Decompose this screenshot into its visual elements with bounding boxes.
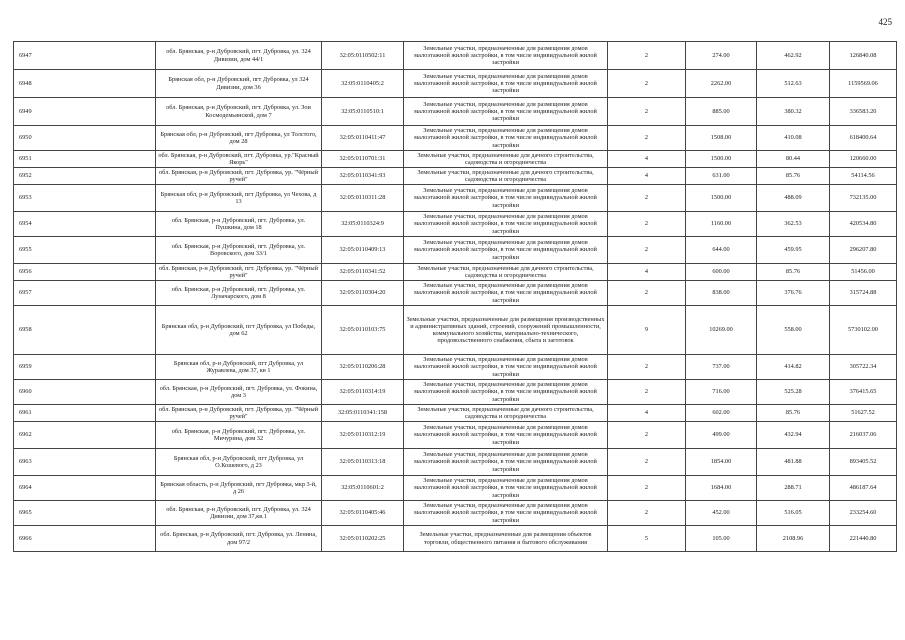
area-cell: 1160.00 bbox=[686, 212, 757, 237]
cadastral-value-cell: 5730102.00 bbox=[830, 306, 897, 355]
area-cell: 105.00 bbox=[686, 526, 757, 552]
group-number-cell: 2 bbox=[608, 212, 686, 237]
row-number: 6950 bbox=[14, 126, 156, 151]
land-use-category-cell: Земельные участки, предназначенные для размещения производственных и административных зданий, строений, сооружений промышленности, коммунального хозяйства, материально-технического, продовольственного снабжения, сбыта и заготовок bbox=[404, 306, 608, 355]
group-number-cell: 2 bbox=[608, 185, 686, 212]
row-number: 6952 bbox=[14, 168, 156, 185]
table-row bbox=[14, 501, 897, 526]
table-row bbox=[14, 476, 897, 501]
unit-value-cell: 558.00 bbox=[757, 306, 830, 355]
group-number-cell: 5 bbox=[608, 526, 686, 552]
unit-value-cell: 488.09 bbox=[757, 185, 830, 212]
land-use-category-cell: Земельные участки, предназначенные для размещения домов малоэтажной жилой застройки, в том числе индивидуальной жилой застройки bbox=[404, 70, 608, 98]
area-cell: 602.00 bbox=[686, 405, 757, 422]
address-cell: Брянская область, р-н Дубровский, пгт Дубровка, мкр 3-й, д 26 bbox=[156, 476, 322, 501]
address-cell: Брянская обл, р-н Дубровский, пгт Дубровка, ул Чехова, д 13 bbox=[156, 185, 322, 212]
land-use-category-cell: Земельные участки, предназначенные для размещения домов малоэтажной жилой застройки, в том числе индивидуальной жилой застройки bbox=[404, 355, 608, 380]
table-row bbox=[14, 380, 897, 405]
cadastral-value-cell: 233254.60 bbox=[830, 501, 897, 526]
row-number: 6959 bbox=[14, 355, 156, 380]
unit-value-cell: 288.71 bbox=[757, 476, 830, 501]
area-cell: 600.00 bbox=[686, 264, 757, 281]
land-use-category-cell: Земельные участки, предназначенные для дачного строительства, садоводства и огородничества bbox=[404, 264, 608, 281]
unit-value-cell: 432.94 bbox=[757, 422, 830, 449]
table-row bbox=[14, 405, 897, 422]
cadastral-value-cell: 51456.00 bbox=[830, 264, 897, 281]
group-number-cell: 2 bbox=[608, 422, 686, 449]
land-use-category-cell: Земельные участки, предназначенные для размещения домов малоэтажной жилой застройки, в том числе индивидуальной жилой застройки bbox=[404, 422, 608, 449]
group-number-cell: 4 bbox=[608, 151, 686, 168]
address-cell: Брянская обл, р-н Дубровский, пгт Дубровка, ул 324 Дивизии, дом 36 bbox=[156, 70, 322, 98]
table-row bbox=[14, 70, 897, 98]
area-cell: 274.00 bbox=[686, 42, 757, 70]
cadastral-number-cell: 32:05:0110341:158 bbox=[322, 405, 404, 422]
table-row bbox=[14, 264, 897, 281]
cadastral-number-cell: 32:05:0110341:93 bbox=[322, 168, 404, 185]
row-number: 6958 bbox=[14, 306, 156, 355]
cadastral-number-cell: 32:05:0110405:46 bbox=[322, 501, 404, 526]
cadastral-number-cell: 32:05:0110312:19 bbox=[322, 422, 404, 449]
table-row bbox=[14, 126, 897, 151]
group-number-cell: 2 bbox=[608, 98, 686, 126]
land-use-category-cell: Земельные участки, предназначенные для размещения объектов торговли, общественного питания и бытового обслуживания bbox=[404, 526, 608, 552]
address-cell: Брянская обл, р-н Дубровский, пгт Дубровка, ул О.Кошевого, д 23 bbox=[156, 449, 322, 476]
cadastral-value-cell: 315724.88 bbox=[830, 281, 897, 306]
cadastral-value-cell: 336583.20 bbox=[830, 98, 897, 126]
area-cell: 452.00 bbox=[686, 501, 757, 526]
cadastral-number-cell: 32:05:0110701:31 bbox=[322, 151, 404, 168]
group-number-cell: 9 bbox=[608, 306, 686, 355]
cadastral-number-cell: 32:05:0110601:2 bbox=[322, 476, 404, 501]
address-cell: обл. Брянская, р-н Дубровский, пгт. Дубровка, ул. Луначарского, дом 8 bbox=[156, 281, 322, 306]
land-use-category-cell: Земельные участки, предназначенные для размещения домов малоэтажной жилой застройки, в том числе индивидуальной жилой застройки bbox=[404, 126, 608, 151]
cadastral-value-cell: 1159569.06 bbox=[830, 70, 897, 98]
area-cell: 885.00 bbox=[686, 98, 757, 126]
area-cell: 644.00 bbox=[686, 237, 757, 264]
address-cell: Брянская обл, р-н Дубровский, пгт Дубровка, ул Толстого, дом 28 bbox=[156, 126, 322, 151]
land-use-category-cell: Земельные участки, предназначенные для размещения домов малоэтажной жилой застройки, в том числе индивидуальной жилой застройки bbox=[404, 98, 608, 126]
unit-value-cell: 85.76 bbox=[757, 264, 830, 281]
area-cell: 631.00 bbox=[686, 168, 757, 185]
land-use-category-cell: Земельные участки, предназначенные для размещения домов малоэтажной жилой застройки, в том числе индивидуальной жилой застройки bbox=[404, 185, 608, 212]
row-number: 6954 bbox=[14, 212, 156, 237]
address-cell: обл. Брянская, р-н Дубровский, пгт. Дубровка, ул. Зои Космодемьянской, дом 7 bbox=[156, 98, 322, 126]
unit-value-cell: 414.82 bbox=[757, 355, 830, 380]
area-cell: 499.00 bbox=[686, 422, 757, 449]
table-row bbox=[14, 422, 897, 449]
page-number: 425 bbox=[878, 17, 892, 27]
address-cell: Брянская обл, р-н Дубровский, пгт Дубровка, ул Победы, дом 62 bbox=[156, 306, 322, 355]
cadastral-number-cell: 32:05:0110341:52 bbox=[322, 264, 404, 281]
unit-value-cell: 462.92 bbox=[757, 42, 830, 70]
address-cell: обл. Брянская, р-н Дубровский, пгт. Дубровка, ур. "Чёрный ручей" bbox=[156, 405, 322, 422]
table-row bbox=[14, 306, 897, 355]
cadastral-value-cell: 376415.65 bbox=[830, 380, 897, 405]
land-use-category-cell: Земельные участки, предназначенные для размещения домов малоэтажной жилой застройки, в том числе индивидуальной жилой застройки bbox=[404, 212, 608, 237]
address-cell: обл. Брянская, р-н Дубровский, пгт. Дубровка, ул. Воровского, дом 33/1 bbox=[156, 237, 322, 264]
unit-value-cell: 85.76 bbox=[757, 168, 830, 185]
address-cell: обл. Брянская, р-н Дубровский, пгт. Дубровка, ул. 324 Дивизии, дом 44/1 bbox=[156, 42, 322, 70]
cadastral-value-cell: 618400.64 bbox=[830, 126, 897, 151]
table-row bbox=[14, 98, 897, 126]
cadastral-value-cell: 296207.80 bbox=[830, 237, 897, 264]
cadastral-number-cell: 32:05:0110304:20 bbox=[322, 281, 404, 306]
row-number: 6957 bbox=[14, 281, 156, 306]
cadastral-value-cell: 51627.52 bbox=[830, 405, 897, 422]
land-use-category-cell: Земельные участки, предназначенные для размещения домов малоэтажной жилой застройки, в том числе индивидуальной жилой застройки bbox=[404, 449, 608, 476]
land-use-category-cell: Земельные участки, предназначенные для дачного строительства, садоводства и огородничества bbox=[404, 168, 608, 185]
table-body bbox=[14, 42, 897, 552]
group-number-cell: 4 bbox=[608, 405, 686, 422]
cadastral-number-cell: 32:05:0110411:47 bbox=[322, 126, 404, 151]
group-number-cell: 2 bbox=[608, 355, 686, 380]
row-number: 6965 bbox=[14, 501, 156, 526]
table-row bbox=[14, 355, 897, 380]
address-cell: обл. Брянская, р-н Дубровский, пгт. Дубровка, ул. 324 Дивизии, дом 37,кв.1 bbox=[156, 501, 322, 526]
group-number-cell: 2 bbox=[608, 501, 686, 526]
unit-value-cell: 481.88 bbox=[757, 449, 830, 476]
cadastral-value-cell: 732135.00 bbox=[830, 185, 897, 212]
cadastral-value-cell: 54114.56 bbox=[830, 168, 897, 185]
area-cell: 1500.00 bbox=[686, 185, 757, 212]
cadastral-number-cell: 32:05:0110314:19 bbox=[322, 380, 404, 405]
land-use-category-cell: Земельные участки, предназначенные для размещения домов малоэтажной жилой застройки, в том числе индивидуальной жилой застройки bbox=[404, 42, 608, 70]
address-cell: обл. Брянская, р-н Дубровский, пгт. Дубровка, ур."Красный Якорь" bbox=[156, 151, 322, 168]
land-use-category-cell: Земельные участки, предназначенные для размещения домов малоэтажной жилой застройки, в том числе индивидуальной жилой застройки bbox=[404, 380, 608, 405]
group-number-cell: 2 bbox=[608, 237, 686, 264]
cadastral-value-table bbox=[13, 41, 897, 552]
area-cell: 1500.00 bbox=[686, 151, 757, 168]
row-number: 6955 bbox=[14, 237, 156, 264]
group-number-cell: 2 bbox=[608, 449, 686, 476]
cadastral-number-cell: 32:05:0110311:28 bbox=[322, 185, 404, 212]
cadastral-number-cell: 32:05:0110510:1 bbox=[322, 98, 404, 126]
row-number: 6963 bbox=[14, 449, 156, 476]
table-row bbox=[14, 237, 897, 264]
address-cell: обл. Брянская, р-н Дубровский, пгт. Дубровка, ул. Мичурина, дом 32 bbox=[156, 422, 322, 449]
unit-value-cell: 380.32 bbox=[757, 98, 830, 126]
group-number-cell: 4 bbox=[608, 168, 686, 185]
row-number: 6948 bbox=[14, 70, 156, 98]
land-use-category-cell: Земельные участки, предназначенные для дачного строительства, садоводства и огородничества bbox=[404, 151, 608, 168]
cadastral-value-cell: 486187.64 bbox=[830, 476, 897, 501]
cadastral-number-cell: 32:05:0110409:13 bbox=[322, 237, 404, 264]
row-number: 6964 bbox=[14, 476, 156, 501]
group-number-cell: 2 bbox=[608, 476, 686, 501]
unit-value-cell: 525.28 bbox=[757, 380, 830, 405]
cadastral-value-cell: 120660.00 bbox=[830, 151, 897, 168]
row-number: 6966 bbox=[14, 526, 156, 552]
area-cell: 716.00 bbox=[686, 380, 757, 405]
cadastral-value-cell: 126840.08 bbox=[830, 42, 897, 70]
unit-value-cell: 376.76 bbox=[757, 281, 830, 306]
cadastral-value-cell: 216037.06 bbox=[830, 422, 897, 449]
address-cell: обл. Брянская, р-н Дубровский, пгт. Дубровка, ур. "Чёрный ручей" bbox=[156, 264, 322, 281]
cadastral-number-cell: 32:05:0110502:11 bbox=[322, 42, 404, 70]
area-cell: 10269.00 bbox=[686, 306, 757, 355]
area-cell: 2262.00 bbox=[686, 70, 757, 98]
cadastral-number-cell: 32:05:0110103:75 bbox=[322, 306, 404, 355]
cadastral-value-cell: 893405.52 bbox=[830, 449, 897, 476]
cadastral-number-cell: 32:05:0110206:28 bbox=[322, 355, 404, 380]
address-cell: обл. Брянская, р-н Дубровский, пгт. Дубровка, ул. Ленина, дом 97/2 bbox=[156, 526, 322, 552]
table-row bbox=[14, 42, 897, 70]
unit-value-cell: 516.05 bbox=[757, 501, 830, 526]
group-number-cell: 2 bbox=[608, 281, 686, 306]
table-row bbox=[14, 281, 897, 306]
land-use-category-cell: Земельные участки, предназначенные для дачного строительства, садоводства и огородничества bbox=[404, 405, 608, 422]
unit-value-cell: 2108.96 bbox=[757, 526, 830, 552]
group-number-cell: 2 bbox=[608, 42, 686, 70]
cadastral-value-cell: 420534.80 bbox=[830, 212, 897, 237]
table-row bbox=[14, 185, 897, 212]
group-number-cell: 2 bbox=[608, 70, 686, 98]
group-number-cell: 2 bbox=[608, 380, 686, 405]
table-row bbox=[14, 526, 897, 552]
unit-value-cell: 459.95 bbox=[757, 237, 830, 264]
row-number: 6951 bbox=[14, 151, 156, 168]
cadastral-value-cell: 221440.80 bbox=[830, 526, 897, 552]
row-number: 6956 bbox=[14, 264, 156, 281]
group-number-cell: 4 bbox=[608, 264, 686, 281]
area-cell: 838.00 bbox=[686, 281, 757, 306]
cadastral-value-cell: 305722.34 bbox=[830, 355, 897, 380]
unit-value-cell: 362.53 bbox=[757, 212, 830, 237]
land-use-category-cell: Земельные участки, предназначенные для размещения домов малоэтажной жилой застройки, в том числе индивидуальной жилой застройки bbox=[404, 501, 608, 526]
area-cell: 737.00 bbox=[686, 355, 757, 380]
land-use-category-cell: Земельные участки, предназначенные для размещения домов малоэтажной жилой застройки, в том числе индивидуальной жилой застройки bbox=[404, 476, 608, 501]
row-number: 6961 bbox=[14, 405, 156, 422]
address-cell: Брянская обл, р-н Дубровский, пгт Дубровка, ул Журавлева, дом 37, кв 1 bbox=[156, 355, 322, 380]
cadastral-number-cell: 32:05:0110405:2 bbox=[322, 70, 404, 98]
land-use-category-cell: Земельные участки, предназначенные для размещения домов малоэтажной жилой застройки, в том числе индивидуальной жилой застройки bbox=[404, 237, 608, 264]
row-number: 6962 bbox=[14, 422, 156, 449]
address-cell: обл. Брянская, р-н Дубровский, пгт. Дубровка, ул. Фокина, дом 3 bbox=[156, 380, 322, 405]
unit-value-cell: 512.63 bbox=[757, 70, 830, 98]
area-cell: 1854.00 bbox=[686, 449, 757, 476]
cadastral-number-cell: 32:05:0110324:9 bbox=[322, 212, 404, 237]
land-use-category-cell: Земельные участки, предназначенные для размещения домов малоэтажной жилой застройки, в том числе индивидуальной жилой застройки bbox=[404, 281, 608, 306]
row-number: 6960 bbox=[14, 380, 156, 405]
group-number-cell: 2 bbox=[608, 126, 686, 151]
cadastral-number-cell: 32:05:0110313:18 bbox=[322, 449, 404, 476]
unit-value-cell: 85.76 bbox=[757, 405, 830, 422]
address-cell: обл. Брянская, р-н Дубровский, пгт. Дубровка, ул. Пушкина, дом 18 bbox=[156, 212, 322, 237]
row-number: 6947 bbox=[14, 42, 156, 70]
cadastral-number-cell: 32:05:0110202:25 bbox=[322, 526, 404, 552]
table-row bbox=[14, 151, 897, 168]
address-cell: обл. Брянская, р-н Дубровский, пгт. Дубровка, ур. "Чёрный ручей" bbox=[156, 168, 322, 185]
row-number: 6953 bbox=[14, 185, 156, 212]
area-cell: 1508.00 bbox=[686, 126, 757, 151]
area-cell: 1684.00 bbox=[686, 476, 757, 501]
table-row bbox=[14, 449, 897, 476]
table-row bbox=[14, 212, 897, 237]
unit-value-cell: 80.44 bbox=[757, 151, 830, 168]
unit-value-cell: 410.08 bbox=[757, 126, 830, 151]
row-number: 6949 bbox=[14, 98, 156, 126]
table-row bbox=[14, 168, 897, 185]
